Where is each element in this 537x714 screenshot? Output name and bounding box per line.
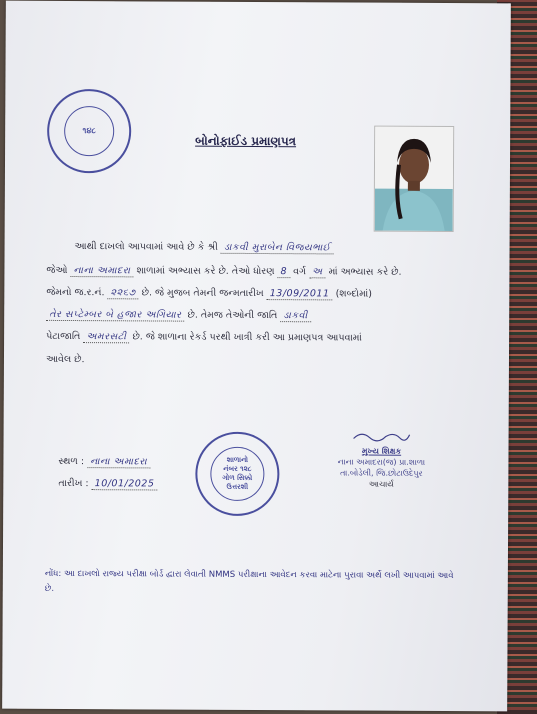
date-label: તારીખ : <box>58 477 89 490</box>
body-line-4 <box>46 309 311 321</box>
signature-block <box>321 428 441 490</box>
signature-scribble-icon <box>352 428 412 442</box>
body-line-1-prefix: આથી દાખલો આપવામાં આવે છે કે શ્રી <box>74 241 218 253</box>
date-of-birth: 13/09/2011 <box>267 288 333 300</box>
standard: 8 <box>278 266 291 278</box>
division: અ <box>309 266 326 278</box>
sub-caste: અમરસટી <box>83 331 129 343</box>
place-row <box>58 456 150 467</box>
date-row <box>58 478 157 490</box>
stamp-center-line1: શાળાનો <box>226 455 249 464</box>
certificate-paper <box>2 1 511 712</box>
signature-address: તા.બોડેલી, જિ.છોટાઉદેપુર <box>340 468 423 478</box>
body-line-2 <box>46 265 401 278</box>
body-line-3-prefix: જેમનો જ.ર.નં. <box>46 286 105 299</box>
school-stamp-center <box>195 432 279 516</box>
place-label: સ્થળ : <box>58 455 85 468</box>
body-line-6 <box>46 354 85 365</box>
page-title: બોનોફાઈડ પ્રમાણપત્ર <box>195 133 297 149</box>
body-line-2-mid2: વર્ગ <box>293 266 307 278</box>
student-name: ડાકવી મુરાબેન વિજયભાઈ <box>221 242 334 255</box>
signature-role: આચાર્ય <box>368 479 394 489</box>
body-line-2-prefix: જેઓ <box>46 264 68 277</box>
footer-note: નોંધ: આ દાખલો રાજ્ય પરીક્ષા બોર્ડ દ્વારા લેવાતી NMMS પરીક્ષાના આવેદન કરવા માટેના પુરાવા અર્થે લખી આપવામાં આવે છે. <box>44 568 454 594</box>
stamp-center-line3: ગોળ સિક્કો <box>222 473 253 482</box>
school-name: નાના અમાદરા <box>71 265 134 277</box>
stamp-center-line4: ઉત્તરશી <box>226 482 249 491</box>
place-value: નાના અમાદરા <box>87 456 150 468</box>
body-line-6-text: આવેલ છે. <box>45 353 85 366</box>
body-line-3-mid: છે. જે મુજબ તેમની જન્મતારીખ <box>141 287 264 300</box>
body-line-5-prefix: પેટાજાતિ <box>46 330 81 343</box>
body-line-3-suffix: (શબ્દોમાં) <box>335 288 372 300</box>
school-stamp-top <box>47 89 131 173</box>
body-line-5-suffix: છે. જે શાળાના રેકર્ડ પરથી ખાત્રી કરી આ પ્રમાણપત્ર આપવામાં <box>132 331 362 344</box>
caste: ડાકવી <box>280 310 310 322</box>
body-line-5 <box>46 331 362 344</box>
stamp-center-line2: નંબર ૧૨૮ <box>223 464 252 473</box>
body-line-2-mid: શાળામાં અભ્યાસ કરે છે. તેઓ ધોરણ <box>136 265 275 278</box>
date-value: 10/01/2025 <box>92 478 158 490</box>
signature-title: મુખ્ય શિક્ષક <box>361 446 402 456</box>
dob-in-words: તેર સપ્ટેમ્બર બે હજાર અગિયાર <box>46 309 184 322</box>
body-line-1 <box>75 241 334 253</box>
body-line-2-suffix: માં અભ્યાસ કરે છે. <box>328 266 402 278</box>
stamp-number: ૧૪૮ <box>82 126 96 136</box>
body-line-3 <box>46 287 372 300</box>
signature-school: નાના અમાદરા(જ) પ્રા.શાળા <box>337 457 426 467</box>
body-line-4-mid: છે. તેમજ તેઓની જાતિ <box>187 309 278 322</box>
gr-number: ૨૨૬૭ <box>108 287 139 299</box>
student-photo <box>374 126 455 232</box>
